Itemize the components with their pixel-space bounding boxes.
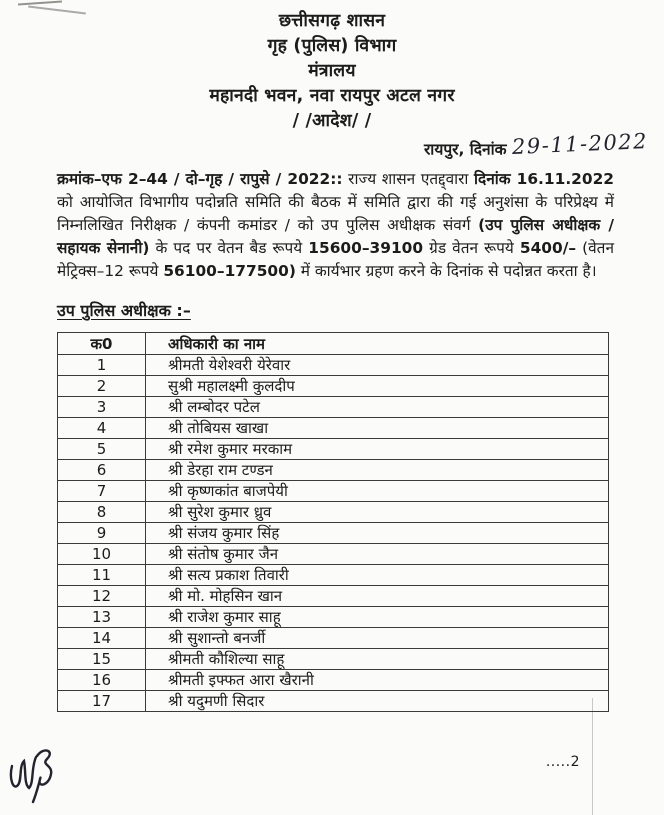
- row-serial-number: 17: [58, 691, 146, 712]
- table-row: [58, 649, 609, 670]
- letterhead-ministry: मंत्रालय: [308, 61, 356, 81]
- officers-table: [57, 332, 609, 712]
- letterhead: [0, 9, 664, 134]
- officer-name: श्री संतोष कुमार जैन: [146, 544, 609, 565]
- table-row: [58, 523, 609, 544]
- row-serial-number: 11: [58, 565, 146, 586]
- table-row: [58, 397, 609, 418]
- paragraph-segment: क्रमांक–एफ 2–44 / दो–गृह / रापुसे / 2022::: [57, 170, 343, 188]
- table-row: [58, 670, 609, 691]
- officer-name: श्री तोबियस खाखा: [146, 418, 609, 439]
- officer-name: श्री रमेश कुमार मरकाम: [146, 439, 609, 460]
- table-header-serial: क0: [58, 333, 146, 355]
- officer-name: श्री डेरहा राम टण्डन: [146, 460, 609, 481]
- row-serial-number: 4: [58, 418, 146, 439]
- row-serial-number: 14: [58, 628, 146, 649]
- table-row: [58, 691, 609, 712]
- officer-name: श्री सुरेश कुमार ध्रुव: [146, 502, 609, 523]
- paragraph-segment: (उप पुलिस अधीक्षक / सहायक सेनानी): [57, 216, 614, 257]
- letterhead-order-title: / /आदेश/ /: [292, 111, 372, 131]
- paragraph-segment: को आयोजित विभागीय पदोन्नति समिति की बैठक में समिति द्वारा की गई अनुशंसा के परिप्रेक्ष्य में निम्नलिखित निरीक्षक / कंपनी कमांडर / को उप पुलिस अधीक्षक संवर्ग: [57, 193, 614, 234]
- handwritten-signature-icon: [8, 744, 66, 808]
- row-serial-number: 16: [58, 670, 146, 691]
- officer-name: श्री लम्बोदर पटेल: [146, 397, 609, 418]
- table-header-row: [58, 333, 609, 355]
- scan-artifact-vertical-line: [592, 698, 593, 815]
- letterhead-government: छत्तीसगढ़ शासन: [278, 11, 386, 31]
- row-serial-number: 1: [58, 355, 146, 376]
- row-serial-number: 12: [58, 586, 146, 607]
- table-row: [58, 544, 609, 565]
- row-serial-number: 2: [58, 376, 146, 397]
- row-serial-number: 5: [58, 439, 146, 460]
- row-serial-number: 13: [58, 607, 146, 628]
- officer-name: सुश्री महालक्ष्मी कुलदीप: [146, 376, 609, 397]
- order-paragraph: [57, 168, 614, 283]
- officer-name: श्री कृष्णकांत बाजपेयी: [146, 481, 609, 502]
- officer-name: श्री राजेश कुमार साहू: [146, 607, 609, 628]
- page-number: .....2: [545, 754, 580, 770]
- paragraph-segment: 5400/–: [519, 239, 577, 257]
- table-row: [58, 502, 609, 523]
- letterhead-department: गृह (पुलिस) विभाग: [267, 36, 397, 56]
- dateline: [423, 129, 649, 160]
- officer-name: श्रीमती इफ्फत आरा खैरानी: [146, 670, 609, 691]
- paragraph-segment: दिनांक 16.11.2022: [474, 170, 614, 188]
- dateline-place-label: रायपुर, दिनांक: [423, 140, 507, 159]
- officer-name: श्रीमती येशेश्वरी येरेवार: [146, 355, 609, 376]
- table-row: [58, 439, 609, 460]
- paragraph-segment: राज्य शासन एतद्द्वारा: [342, 170, 475, 188]
- table-row: [58, 418, 609, 439]
- paragraph-segment: ग्रेड वेतन रूपये: [423, 239, 520, 257]
- paragraph-segment: 15600–39100: [308, 239, 424, 257]
- row-serial-number: 15: [58, 649, 146, 670]
- paragraph-segment: के पद पर वेतन बैड रूपये: [149, 239, 309, 257]
- row-serial-number: 3: [58, 397, 146, 418]
- paragraph-segment: 56100–177500): [163, 262, 296, 280]
- row-serial-number: 6: [58, 460, 146, 481]
- table-row: [58, 460, 609, 481]
- table-row: [58, 628, 609, 649]
- row-serial-number: 10: [58, 544, 146, 565]
- table-row: [58, 376, 609, 397]
- table-row: [58, 565, 609, 586]
- paragraph-segment: में कार्यभार ग्रहण करने के दिनांक से पदोन्नत करता है।: [295, 262, 597, 280]
- row-serial-number: 8: [58, 502, 146, 523]
- officer-name: श्रीमती कौशिल्या साहू: [146, 649, 609, 670]
- paragraph-segment: (वेतन मेट्रिक्स–12 रूपये: [57, 239, 614, 280]
- table-row: [58, 586, 609, 607]
- officers-table-head: [58, 333, 609, 355]
- table-row: [58, 607, 609, 628]
- table-row: [58, 355, 609, 376]
- scan-artifact-line: [18, 0, 62, 5]
- table-row: [58, 481, 609, 502]
- officer-name: श्री सुशान्तो बनर्जी: [146, 628, 609, 649]
- officers-table-body: [58, 355, 609, 712]
- handwritten-date: 29-11-2022: [511, 129, 649, 159]
- officer-name: श्री संजय कुमार सिंह: [146, 523, 609, 544]
- row-serial-number: 7: [58, 481, 146, 502]
- letterhead-address: महानदी भवन, नवा रायपुर अटल नगर: [209, 86, 455, 106]
- row-serial-number: 9: [58, 523, 146, 544]
- officer-name: श्री सत्य प्रकाश तिवारी: [146, 565, 609, 586]
- section-heading: उप पुलिस अधीक्षक :–: [57, 301, 191, 320]
- table-header-officer-name: अधिकारी का नाम: [146, 333, 609, 355]
- officer-name: श्री यदुमणी सिदार: [146, 691, 609, 712]
- officer-name: श्री मो. मोहसिन खान: [146, 586, 609, 607]
